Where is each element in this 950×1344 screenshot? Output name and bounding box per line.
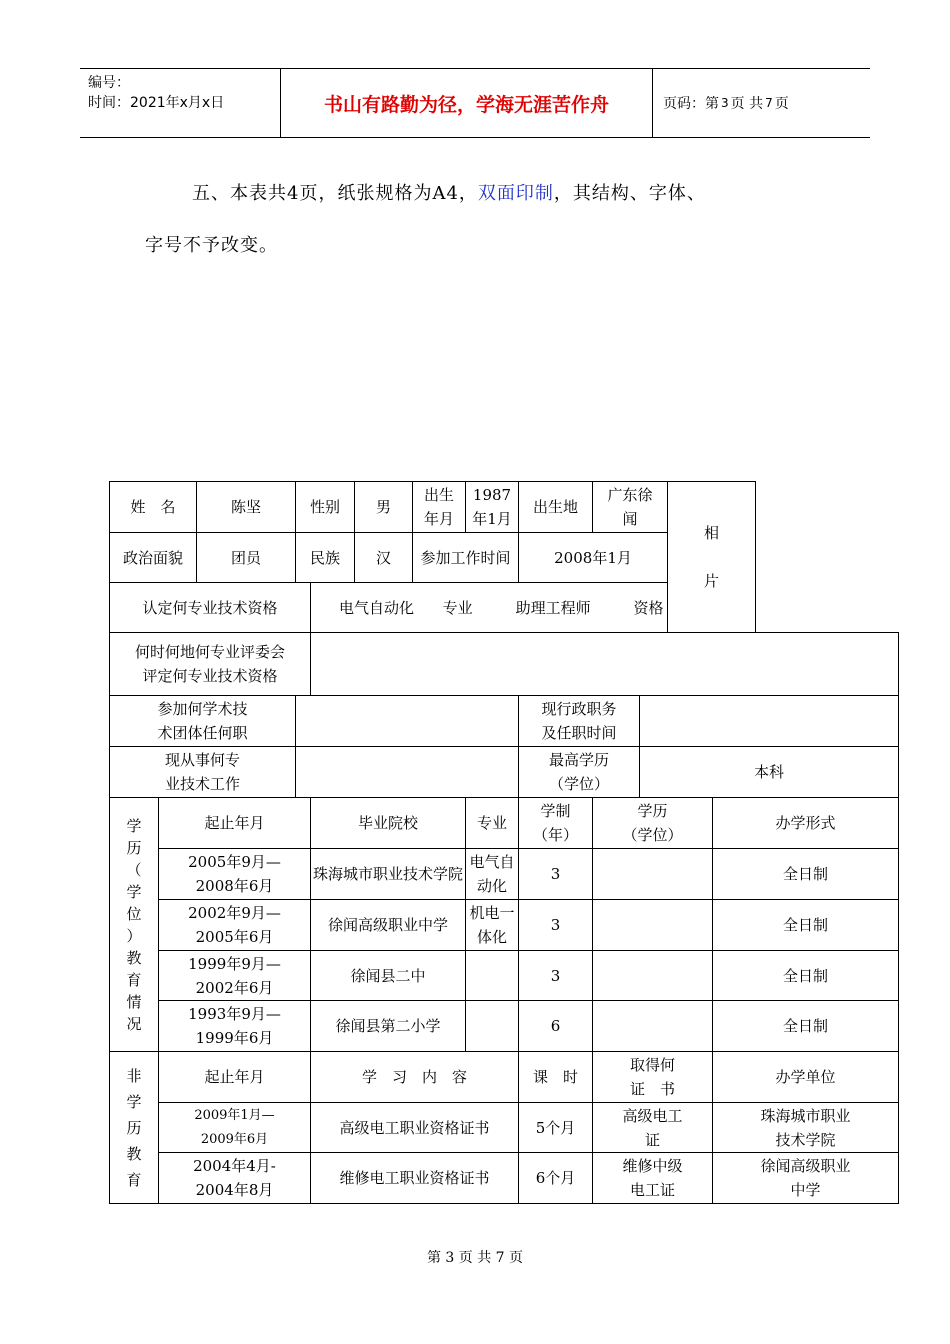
training-header-hours: 课 时	[519, 1052, 593, 1103]
page-footer: 第 3 页 共 7 页	[426, 1250, 524, 1266]
edu-period: 2005年9月— 2008年6月	[159, 849, 311, 900]
admin-value	[640, 696, 899, 747]
edu-years: 3	[519, 849, 593, 900]
intro-line-2: 字号不予改变。	[145, 235, 278, 256]
birth-value: 1987 年1月	[466, 482, 519, 533]
edu-degree	[593, 849, 713, 900]
edu-major	[466, 1001, 519, 1052]
edu-years: 3	[519, 900, 593, 951]
edu-school: 徐闻县二中	[311, 951, 466, 1001]
page-total: 7	[765, 96, 773, 110]
edu-header-years: 学制 （年）	[519, 798, 593, 849]
table-row	[110, 1153, 899, 1204]
society-label: 参加何学术技 术团体任何职	[110, 696, 296, 747]
training-hours: 5个月	[519, 1103, 593, 1153]
page-suffix: 页	[774, 96, 789, 112]
edu-header-period: 起止年月	[159, 798, 311, 849]
birthplace-label: 出生地	[519, 482, 593, 533]
page-mid: 页 共	[730, 96, 764, 112]
header-date: 时间：2021年x月x日	[88, 95, 225, 111]
form-row-political	[110, 533, 899, 583]
edu-degree	[593, 1001, 713, 1052]
degree-value: 本科	[640, 747, 899, 798]
work-value	[296, 747, 519, 798]
education-header-row	[110, 798, 899, 849]
qualification-value: 电气自动化 专业 助理工程师 资格	[311, 583, 668, 633]
gender-value: 男	[355, 482, 413, 533]
form-row-committee	[110, 633, 899, 696]
intro-line-1	[145, 168, 825, 220]
birth-label: 出生 年月	[413, 482, 466, 533]
edu-period: 1993年9月— 1999年6月	[159, 1001, 311, 1052]
header-page-info	[653, 69, 870, 137]
training-section-label: 非 学 历 教 育	[110, 1052, 159, 1204]
edu-mode: 全日制	[713, 849, 899, 900]
edu-school: 徐闻县第二小学	[311, 1001, 466, 1052]
page-number: 3	[721, 96, 729, 110]
committee-label: 何时何地何专业评委会 评定何专业技术资格	[110, 633, 311, 696]
edu-period: 2002年9月— 2005年6月	[159, 900, 311, 951]
training-org: 珠海城市职业 技术学院	[713, 1103, 899, 1153]
birthplace-value: 广东徐 闻	[593, 482, 668, 533]
training-hours: 6个月	[519, 1153, 593, 1204]
training-header-cert: 取得何 证 书	[593, 1052, 713, 1103]
table-row	[110, 900, 899, 951]
page-prefix: 页码：第	[663, 96, 719, 112]
edu-mode: 全日制	[713, 900, 899, 951]
photo-box: 相 片	[668, 482, 756, 633]
admin-label: 现行政职务 及任职时间	[519, 696, 640, 747]
work-label: 现从事何专 业技术工作	[110, 747, 296, 798]
gender-label: 性别	[296, 482, 355, 533]
ethnic-label: 民族	[296, 533, 355, 583]
edu-major: 电气自 动化	[466, 849, 519, 900]
political-value: 团员	[197, 533, 296, 583]
training-cert: 维修中级 电工证	[593, 1153, 713, 1204]
training-period: 2009年1月— 2009年6月	[159, 1103, 311, 1153]
table-row	[110, 951, 899, 1001]
table-row	[110, 1001, 899, 1052]
training-period: 2004年4月- 2004年8月	[159, 1153, 311, 1204]
header-meta	[80, 69, 281, 137]
header-motto: 书山有路勤为径，学海无涯苦作舟	[281, 69, 653, 137]
intro-paragraph	[145, 168, 825, 272]
edu-school: 徐闻高级职业中学	[311, 900, 466, 951]
edu-major: 机电一 体化	[466, 900, 519, 951]
work-start-value: 2008年1月	[519, 533, 668, 583]
training-content: 维修电工职业资格证书	[311, 1153, 519, 1204]
edu-header-school: 毕业院校	[311, 798, 466, 849]
edu-degree	[593, 900, 713, 951]
committee-value	[311, 633, 899, 696]
edu-header-degree: 学历 （学位）	[593, 798, 713, 849]
edu-period: 1999年9月— 2002年6月	[159, 951, 311, 1001]
edu-years: 3	[519, 951, 593, 1001]
page-header	[80, 68, 870, 138]
form-row-society	[110, 696, 899, 747]
education-section-label: 学 历 （ 学 位 ） 教 育 情 况	[110, 798, 159, 1052]
intro-part-2: ，其结构、字体、	[553, 183, 706, 204]
form-row-basic	[110, 482, 899, 533]
name-label: 姓 名	[110, 482, 197, 533]
edu-degree	[593, 951, 713, 1001]
table-row	[110, 1103, 899, 1153]
qualification-label: 认定何专业技术资格	[110, 583, 311, 633]
edu-header-mode: 办学形式	[713, 798, 899, 849]
training-header-row	[110, 1052, 899, 1103]
edu-major	[466, 951, 519, 1001]
intro-part-1: 五、本表共4页，纸张规格为A4，	[192, 183, 478, 204]
name-value: 陈坚	[197, 482, 296, 533]
table-row	[110, 849, 899, 900]
training-content: 高级电工职业资格证书	[311, 1103, 519, 1153]
edu-mode: 全日制	[713, 1001, 899, 1052]
society-value	[296, 696, 519, 747]
training-header-content: 学 习 内 容	[311, 1052, 519, 1103]
header-id-label: 编号：	[88, 75, 130, 91]
work-start-label: 参加工作时间	[413, 533, 519, 583]
training-cert: 高级电工 证	[593, 1103, 713, 1153]
edu-school: 珠海城市职业技术学院	[311, 849, 466, 900]
political-label: 政治面貌	[110, 533, 197, 583]
edu-years: 6	[519, 1001, 593, 1052]
form-row-work	[110, 747, 899, 798]
personal-info-form	[109, 481, 899, 1204]
degree-label: 最高学历 （学位）	[519, 747, 640, 798]
ethnic-value: 汉	[355, 533, 413, 583]
training-header-period: 起止年月	[159, 1052, 311, 1103]
training-org: 徐闻高级职业 中学	[713, 1153, 899, 1204]
training-header-org: 办学单位	[713, 1052, 899, 1103]
form-row-qualification	[110, 583, 899, 633]
edu-mode: 全日制	[713, 951, 899, 1001]
intro-highlight: 双面印制	[477, 183, 554, 204]
edu-header-major: 专业	[466, 798, 519, 849]
